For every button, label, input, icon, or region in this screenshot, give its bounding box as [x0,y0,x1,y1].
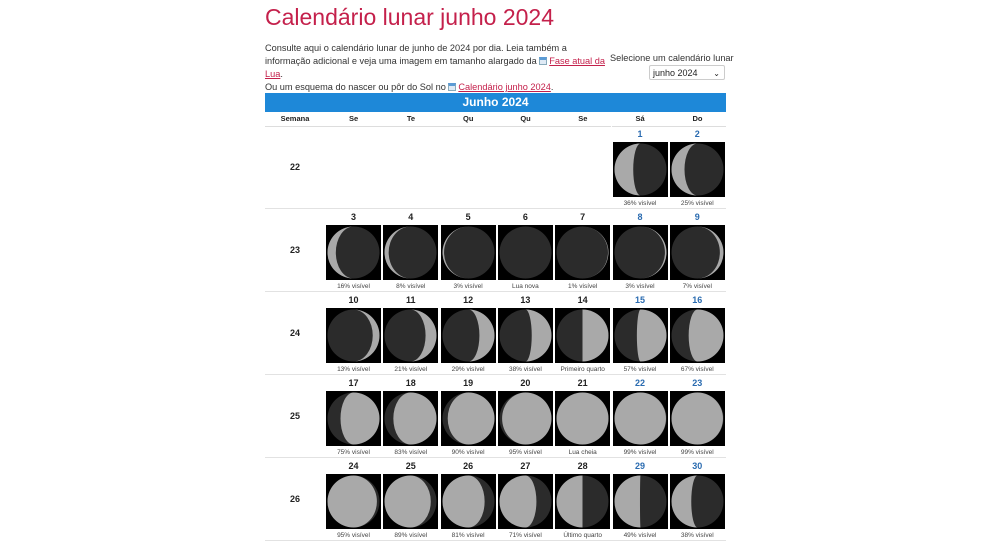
moon-phase-image [326,474,381,529]
moon-phase-image [441,391,496,446]
visibility-label: 90% visível [451,449,485,456]
day-number: 11 [406,295,416,305]
day-number: 15 [634,295,645,305]
visibility-label: 95% visível [508,449,542,456]
day-number: 8 [637,212,643,222]
visibility-label: 1% visível [568,283,598,290]
day-number: 5 [465,212,471,222]
moon-phase-image [613,474,668,529]
column-header: Qu [497,112,554,127]
day-number: 19 [463,378,474,388]
visibility-label: 3% visível [625,283,655,290]
day-number: 13 [520,295,531,305]
day-number: 24 [348,461,359,471]
day-number: 12 [463,295,474,305]
page-title: Calendário lunar junho 2024 [265,4,554,30]
column-header: Qu [440,112,497,127]
visibility-label: 36% visível [623,200,657,207]
visibility-label: 21% visível [394,366,428,373]
column-header: Se [325,112,382,127]
visibility-label: 57% visível [623,366,657,373]
day-number: 6 [522,212,528,222]
day-cell[interactable] [612,128,669,207]
day-number: 30 [692,461,703,471]
day-cell[interactable] [669,377,726,456]
visibility-label: 67% visível [680,366,714,373]
row-divider [265,540,726,541]
day-cell[interactable] [669,294,726,373]
visibility-label: Lua nova [512,283,539,290]
day-cell[interactable] [554,460,611,539]
visibility-label: 81% visível [451,532,485,539]
day-cell[interactable] [497,294,554,373]
moon-phase-image [383,308,438,363]
day-cell[interactable] [325,294,382,373]
day-cell[interactable] [497,377,554,456]
week-number: 25 [289,411,300,421]
visibility-label: 38% visível [680,532,714,539]
visibility-label: 89% visível [394,532,428,539]
calendar-icon [539,57,547,65]
moon-phase-image [326,308,381,363]
day-cell[interactable] [325,460,382,539]
visibility-label: 75% visível [337,449,370,456]
day-number: 22 [634,378,645,388]
day-number: 1 [637,129,643,139]
day-cell[interactable] [440,211,497,290]
day-cell[interactable] [612,460,669,539]
day-number: 17 [348,378,359,388]
moon-phase-image [670,391,725,446]
day-number: 10 [348,295,359,305]
moon-phase-image [441,225,496,280]
week-number: 24 [289,328,300,338]
visibility-label: 49% visível [623,532,657,539]
day-number: 4 [408,212,414,222]
column-header: Te [382,112,439,127]
day-cell[interactable] [554,294,611,373]
day-cell[interactable] [669,211,726,290]
visibility-label: 38% visível [508,366,542,373]
day-number: 21 [577,378,588,388]
column-header: Se [554,112,611,127]
moon-phase-image [613,225,668,280]
calendar-select-label: Selecione um calendário lunar [610,53,734,63]
moon-phase-image [498,474,553,529]
day-cell[interactable] [440,377,497,456]
day-cell[interactable] [325,377,382,456]
moon-phase-image [441,474,496,529]
moon-phase-image [555,308,610,363]
visibility-label: 99% visível [680,449,714,456]
week-number: 23 [289,245,300,255]
day-cell[interactable] [612,211,669,290]
day-number: 2 [694,129,700,139]
calendar-select[interactable]: junho 2024 ⌄ [649,65,725,80]
day-number: 20 [520,378,531,388]
column-header: Semana [265,112,325,127]
day-cell[interactable] [669,460,726,539]
day-cell[interactable] [612,294,669,373]
visibility-label: Primeiro quarto [560,366,605,373]
row-divider [265,374,726,375]
day-number: 3 [350,212,356,222]
day-number: 9 [694,212,700,222]
visibility-label: 8% visível [396,283,426,290]
moon-phase-image [555,391,610,446]
day-cell[interactable] [554,211,611,290]
moon-phase-image [613,142,668,197]
moon-phase-image [613,308,668,363]
visibility-label: 25% visível [680,200,714,207]
moon-phase-image [498,308,553,363]
day-number: 14 [577,295,588,305]
day-cell[interactable] [669,128,726,207]
day-number: 29 [634,461,645,471]
visibility-label: 71% visível [508,532,542,539]
moon-phase-image [326,225,381,280]
visibility-label: 7% visível [682,283,712,290]
day-number: 25 [405,461,416,471]
visibility-label: 16% visível [337,283,370,290]
moon-phase-image [555,474,610,529]
day-cell[interactable] [382,377,439,456]
moon-phase-image [670,142,725,197]
moon-phase-image [555,225,610,280]
row-divider [265,457,726,458]
visibility-label: 3% visível [453,283,483,290]
calendar-icon [448,83,456,91]
day-cell[interactable] [382,460,439,539]
day-cell[interactable] [612,377,669,456]
intro-text: Consulte aqui o calendário lunar de junho de 2024 por dia. Leia também a informação adicional e veja uma imagem em tamanho alargado da Fase atual da Lua. Ou um esquema do nascer ou pôr do Sol no Calendário junho 2024. [265,43,605,92]
moon-phase-image [498,391,553,446]
moon-phase-image [383,474,438,529]
visibility-label: 13% visível [337,366,370,373]
row-divider [265,291,726,292]
moon-phase-image [383,391,438,446]
moon-phase-image [441,308,496,363]
moon-phase-image [326,391,381,446]
day-number: 27 [520,461,531,471]
day-number: 16 [692,295,703,305]
visibility-label: 95% visível [337,532,370,539]
day-number: 7 [580,212,586,222]
moon-phase-image [670,308,725,363]
moon-phase-image [498,225,553,280]
moon-phase-image [670,225,725,280]
column-header: Sá [612,112,669,127]
day-number: 18 [405,378,416,388]
moon-phase-image [670,474,725,529]
day-cell[interactable] [325,211,382,290]
visibility-label: Último quarto [563,532,603,539]
day-cell[interactable] [440,460,497,539]
day-number: 23 [692,378,703,388]
chevron-down-icon: ⌄ [713,69,720,78]
day-cell[interactable] [497,460,554,539]
sun-calendar-link[interactable]: Calendário junho 2024 [458,82,551,92]
visibility-label: 29% visível [451,366,485,373]
day-cell[interactable] [440,294,497,373]
day-cell[interactable] [554,377,611,456]
current-moon-phase-link[interactable]: Fase atual da Lua [265,56,605,79]
visibility-label: Lua cheia [568,449,597,456]
day-number: 28 [577,461,588,471]
week-number: 22 [289,162,300,172]
day-cell[interactable] [382,211,439,290]
moon-phase-image [613,391,668,446]
day-number: 26 [463,461,474,471]
visibility-label: 99% visível [623,449,657,456]
day-cell[interactable] [497,211,554,290]
day-cell[interactable] [382,294,439,373]
calendar-title: Junho 2024 [265,93,726,112]
column-header: Do [669,112,726,127]
moon-phase-image [383,225,438,280]
visibility-label: 83% visível [394,449,428,456]
week-number: 26 [289,494,300,504]
row-divider [265,208,726,209]
